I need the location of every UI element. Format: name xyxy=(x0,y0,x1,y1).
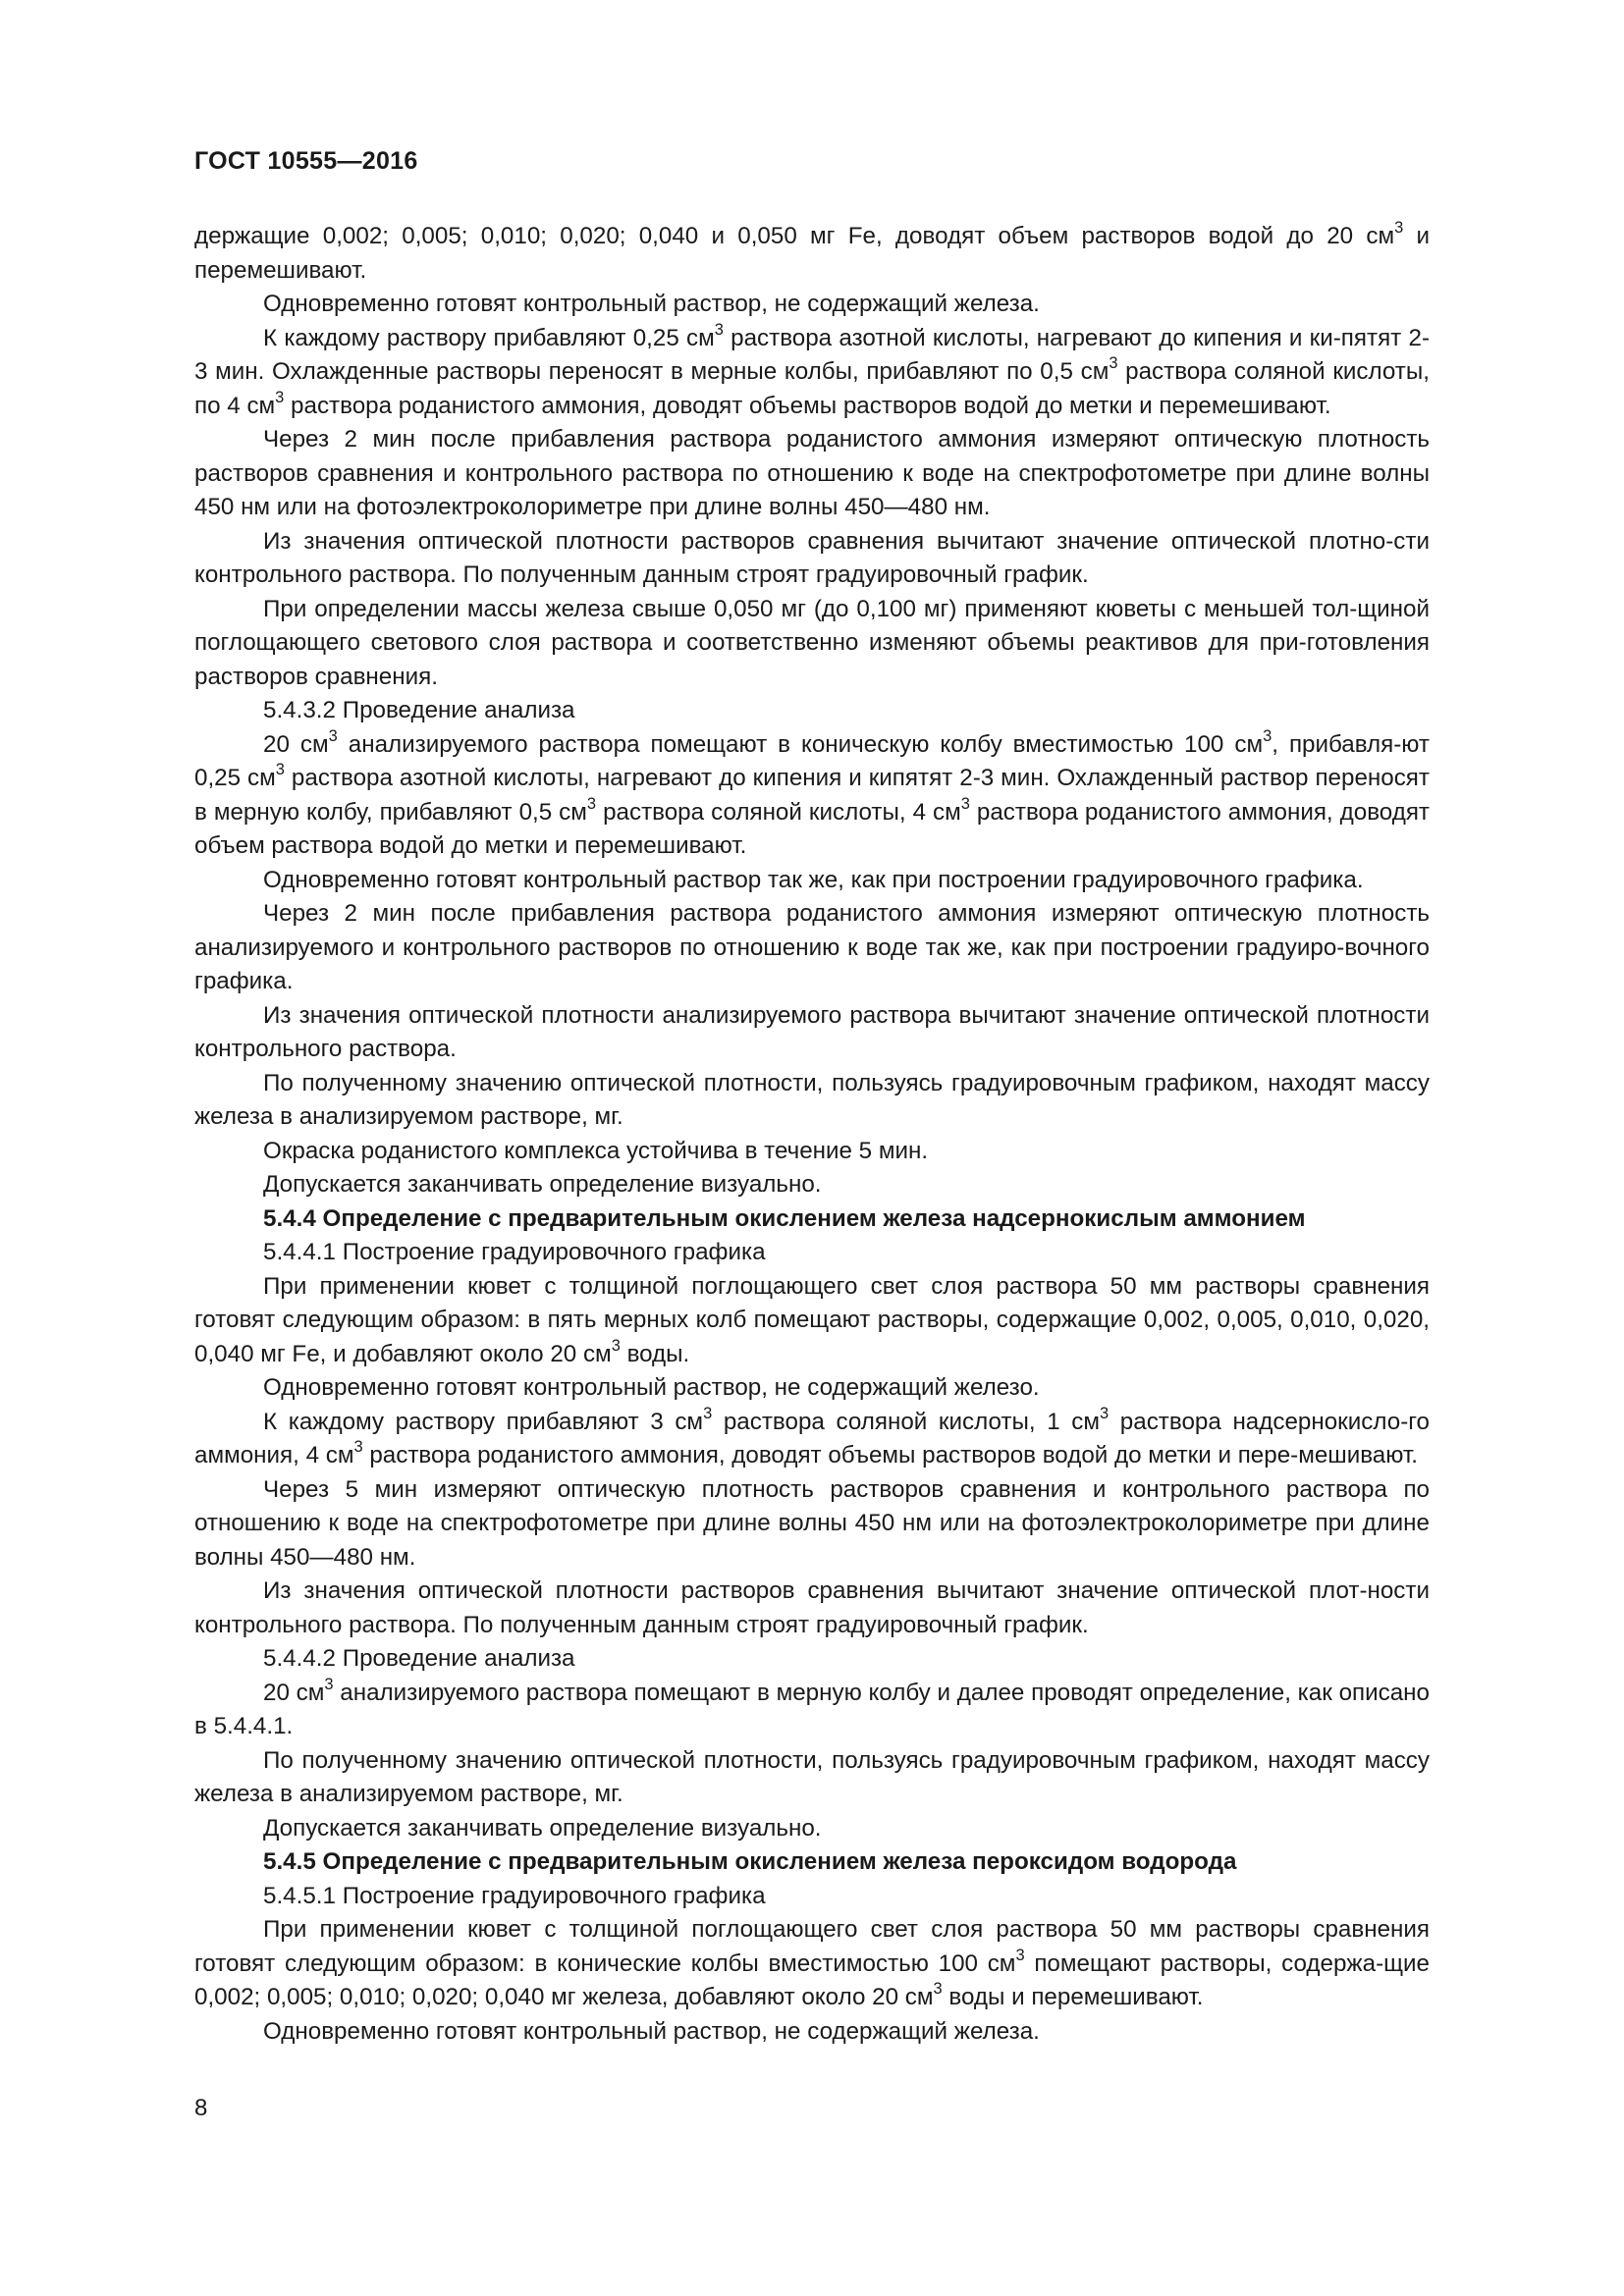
paragraph: По полученному значению оптической плотности, пользуясь градуировочным графиком, находят массу железа в анализируемом растворе, мг. xyxy=(194,1746,1430,1807)
paragraph: 5.4.5.1 Построение градуировочного графика xyxy=(263,1882,766,1909)
paragraph: Через 2 мин после прибавления раствора роданистого аммония измеряют оптическую плотность растворов сравнения и контрольного раствора по отношению к воде на спектрофотометре при длине волны 450 нм или на фотоэлектроколориметре при длине волны 450—480 нм. xyxy=(194,426,1430,520)
paragraph: Из значения оптической плотности анализируемого раствора вычитают значение оптической плотности контрольного раствора. xyxy=(194,1001,1430,1062)
document-body xyxy=(194,220,1430,2049)
superscript: 3 xyxy=(1015,1946,1025,1964)
paragraph: Через 2 мин после прибавления раствора роданистого аммония измеряют оптическую плотность анализируемого и контрольного растворов по отношению к воде так же, как при построении градуиро-вочного графика. xyxy=(194,900,1430,994)
superscript: 3 xyxy=(1263,726,1272,745)
superscript: 3 xyxy=(275,388,285,406)
paragraph: К каждому раствору прибавляют 3 $см^3$ раствора соляной кислоты, 1 $см^3$ раствора надсернокисло-го аммония, 4 $см^3$ раствора роданистого аммония, доводят объемы растворов водой до метки и пере-мешивают. xyxy=(194,1404,1430,1468)
paragraph: При определении массы железа свыше 0,050 мг (до 0,100 мг) применяют кюветы с меньшей тол-щиной поглощающего светового слоя раствора и соответственно изменяют объемы реактивов для при-готовления растворов сравнения. xyxy=(194,595,1430,690)
superscript: 3 xyxy=(1109,354,1118,373)
paragraph: держащие 0,002; 0,005; 0,010; 0,020; 0,040 и 0,050 мг Fe, доводят объем растворов водой до 20 $см^3$ и перемешивают. xyxy=(194,219,1431,284)
superscript: 3 xyxy=(275,761,285,779)
paragraph: 20 $см^3$ анализируемого раствора помещают в коническую колбу вместимостью 100 $см^3$, прибавля-ют 0,25 $см^3$ раствора азотной кислоты, нагревают до кипения и кипятят 2-3 мин. Охлажденный раствор переносят в мерную колбу, прибавляют 0,5 $см^3$ раствора соляной кислоты, 4 $см^3$ раствора роданистого аммония, доводят объем раствора водой до метки и перемешивают. xyxy=(194,726,1431,859)
paragraph: Одновременно готовят контрольный раствор, не содержащий железа. xyxy=(263,291,1040,317)
superscript: 3 xyxy=(960,794,970,813)
paragraph: Из значения оптической плотности растворов сравнения вычитают значение оптической плотно-сти контрольного раствора. По полученным данным строят градуировочный график. xyxy=(194,527,1430,588)
superscript: 3 xyxy=(1394,219,1404,238)
paragraph: Одновременно готовят контрольный раствор так же, как при построении градуировочного графика. xyxy=(263,866,1364,893)
paragraph: Через 5 мин измеряют оптическую плотность растворов сравнения и контрольного раствора по отношению к воде на спектрофотометре при длине волны 450 нм или на фотоэлектроколориметре при длине волны 450—480 нм. xyxy=(194,1475,1430,1571)
paragraph: Окраска роданистого комплекса устойчива в течение 5 мин. xyxy=(263,1137,929,1164)
section-heading: 5.4.5 Определение с предварительным окислением железа пероксидом водорода xyxy=(263,1848,1237,1875)
superscript: 3 xyxy=(324,1675,334,1693)
superscript: 3 xyxy=(703,1404,713,1422)
superscript: 3 xyxy=(714,320,724,339)
paragraph: 20 $см^3$ анализируемого раствора помещают в мерную колбу и далее проводят определение, как описано в 5.4.4.1. xyxy=(194,1675,1430,1739)
paragraph: Одновременно готовят контрольный раствор, не содержащий железа. xyxy=(263,2017,1040,2045)
paragraph: 5.4.3.2 Проведение анализа xyxy=(263,697,575,723)
paragraph: К каждому раствору прибавляют 0,25 $см^3$ раствора азотной кислоты, нагревают до кипения и ки-пятят 2-3 мин. Охлажденные растворы переносят в мерные колбы, прибавляют по 0,5 $см^3$ раствора соляной кислоты, по 4 $см^3$ раствора роданистого аммония, доводят объемы растворов водой до метки и перемешивают. xyxy=(194,320,1430,419)
paragraph: При применении кювет с толщиной поглощающего свет слоя раствора 50 мм растворы сравнения готовят следующим образом: в пять мерных колб помещают растворы, содержащие 0,002, 0,005, 0,010, 0,020, 0,040 мг Fe, и добавляют около 20 $см^3$ воды. xyxy=(194,1272,1430,1367)
superscript: 3 xyxy=(1100,1404,1110,1422)
superscript: 3 xyxy=(353,1438,363,1457)
superscript: 3 xyxy=(611,1336,621,1355)
superscript: 3 xyxy=(933,1980,943,1999)
page-number: 8 xyxy=(194,2095,208,2121)
paragraph: При применении кювет с толщиной поглощающего свет слоя раствора 50 мм растворы сравнения готовят следующим образом: в конические колбы вместимостью 100 $см^3$ помещают растворы, содержа-щие 0,002; 0,005; 0,010; 0,020; 0,040 мг железа, добавляют около 20 $см^3$ воды и перемешивают. xyxy=(194,1916,1430,2010)
paragraph: По полученному значению оптической плотности, пользуясь градуировочным графиком, находят массу железа в анализируемом растворе, мг. xyxy=(194,1069,1430,1130)
paragraph: Допускается заканчивать определение визуально. xyxy=(263,1171,822,1198)
paragraph: 5.4.4.2 Проведение анализа xyxy=(263,1645,575,1672)
paragraph: 5.4.4.1 Построение градуировочного графика xyxy=(263,1239,766,1265)
paragraph: Из значения оптической плотности растворов сравнения вычитают значение оптической плот-ности контрольного раствора. По полученным данным строят градуировочный график. xyxy=(194,1577,1430,1638)
document-header: ГОСТ 10555—2016 xyxy=(194,147,418,175)
section-heading: 5.4.4 Определение с предварительным окислением железа надсернокислым аммонием xyxy=(263,1204,1306,1232)
paragraph: Допускается заканчивать определение визуально. xyxy=(263,1814,822,1842)
superscript: 3 xyxy=(328,726,338,745)
paragraph: Одновременно готовят контрольный раствор, не содержащий железо. xyxy=(263,1374,1040,1401)
superscript: 3 xyxy=(586,794,597,813)
